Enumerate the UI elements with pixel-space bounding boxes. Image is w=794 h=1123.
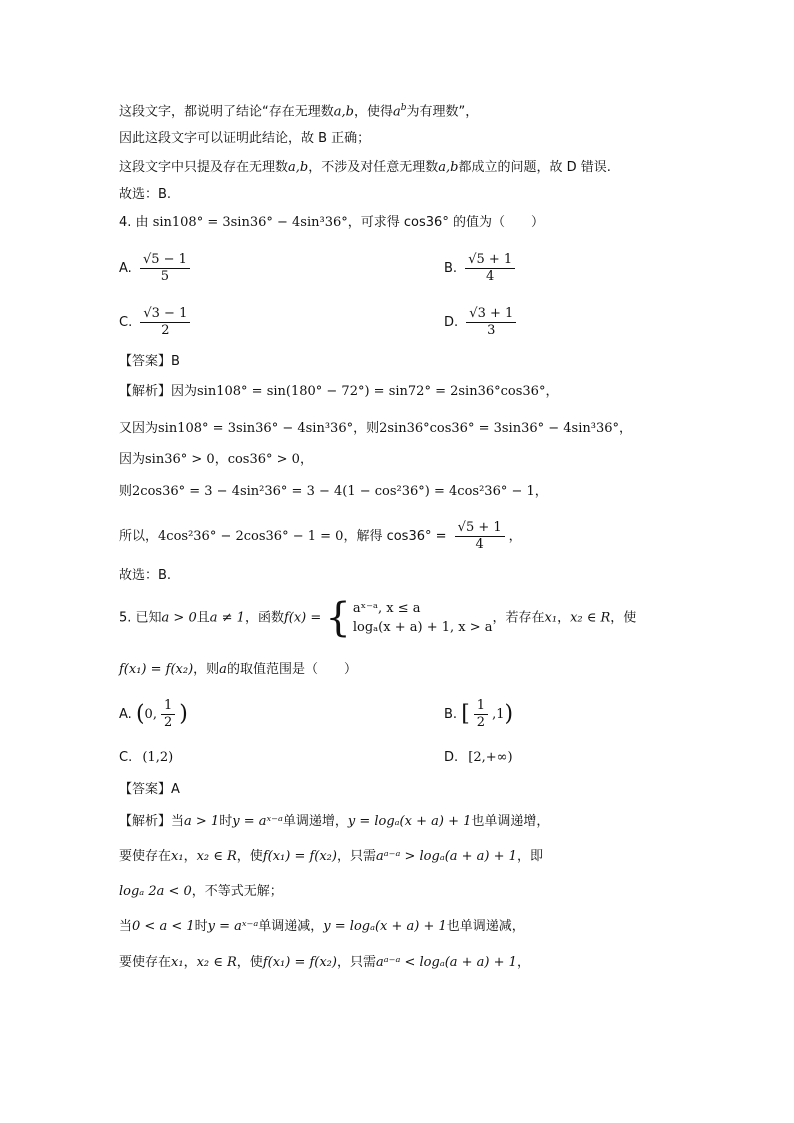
text: 因为 xyxy=(119,452,146,467)
math: f(x₁) = f(x₂) xyxy=(262,955,337,970)
text: ，若存在 xyxy=(492,610,545,626)
math: 1 xyxy=(496,707,505,722)
math: logₐ 2a < 0 xyxy=(119,884,192,899)
analysis-4-line-1 xyxy=(119,382,558,402)
text: 则 xyxy=(119,484,133,499)
math: a > 1 xyxy=(184,814,220,829)
math: 0 < a < 1 xyxy=(132,919,195,934)
text: ，函数 xyxy=(244,610,284,626)
fraction-denominator: 2 xyxy=(163,715,173,730)
math: x₁ xyxy=(171,955,184,970)
fraction-numerator: 1 xyxy=(161,698,175,715)
option-label: B. xyxy=(444,707,458,722)
text: ， xyxy=(534,484,548,499)
text: ，不等式无解； xyxy=(191,884,283,899)
question-text: ，可求得 cos36° 的值为（ ） xyxy=(347,215,544,230)
analysis-4-line-2 xyxy=(119,419,632,439)
question-4 xyxy=(119,213,544,233)
math: y = aˣ⁻ᵃ xyxy=(207,919,259,934)
analysis-5-line-3 xyxy=(119,882,283,902)
text: 的取值范围是（ ） xyxy=(226,662,357,677)
math: cos36° > 0 xyxy=(227,452,300,467)
analysis-5-line-5 xyxy=(119,953,530,973)
math: x₁ xyxy=(171,849,184,864)
option-a xyxy=(119,252,194,285)
text: ，解得 cos36° = xyxy=(343,529,447,544)
text: ， xyxy=(619,421,633,436)
option-label: D. xyxy=(444,750,459,765)
paren: ( xyxy=(135,701,145,727)
text: 这段文字中只提及存在无理数 xyxy=(119,160,289,175)
math: a xyxy=(219,662,227,677)
text: 单调递减， xyxy=(258,919,324,934)
math: aᵃ⁻ᵃ < logₐ(a + a) + 1 xyxy=(375,955,517,970)
answer-text: 【答案】A xyxy=(119,782,180,797)
math: f(x) = xyxy=(283,610,322,626)
text: 当 xyxy=(119,919,133,934)
math: sin108° = sin(180° − 72°) = sin72° = 2sin36°cos36° xyxy=(197,384,546,399)
text: 时 xyxy=(194,919,208,934)
text: ， xyxy=(183,955,197,970)
option-label: A. xyxy=(119,261,132,276)
math-base: a xyxy=(392,104,401,120)
answer-text: 【答案】B xyxy=(119,354,180,369)
math: 0 xyxy=(144,707,153,722)
math: sin36° > 0 xyxy=(145,452,215,467)
question-5-line-2 xyxy=(119,660,357,680)
math: f(x₁) = f(x₂) xyxy=(119,662,194,677)
option-label: B. xyxy=(444,261,458,276)
analysis-5-line-4 xyxy=(119,917,525,937)
option-a: A. (0, $\frac{1}{2}$ ) xyxy=(119,698,188,730)
fraction-numerator: √5 + 1 xyxy=(465,252,515,269)
text: 也单调递减， xyxy=(446,919,525,934)
fraction-denominator: 5 xyxy=(160,269,170,284)
option-label: C. xyxy=(119,750,133,765)
text: 单调递增， xyxy=(282,814,348,829)
fraction-denominator: 2 xyxy=(161,323,170,338)
text: ，只需 xyxy=(336,849,376,864)
bracket: [ xyxy=(461,701,470,727)
fraction-denominator: 3 xyxy=(487,323,496,338)
text: 因此这段文字可以证明此结论，故 B 正确； xyxy=(119,131,371,146)
option-b: B. [ $\frac{1}{2}$ ,1) xyxy=(444,698,514,730)
question-number: 4. 由 xyxy=(119,215,149,230)
answer-4 xyxy=(119,352,180,372)
option-label: C. xyxy=(119,315,133,330)
text: 也单调递增， xyxy=(471,814,550,829)
math-vars: a,b xyxy=(288,160,309,175)
paren: ) xyxy=(179,701,188,727)
text: 且 xyxy=(196,610,210,626)
math: x₂ ∈ R xyxy=(570,610,611,626)
math: y = logₐ(x + a) + 1 xyxy=(347,814,472,829)
text: 又因为 xyxy=(119,421,159,436)
text: 这段文字，都说明了结论“存在无理数 xyxy=(119,104,334,120)
text: ，使 xyxy=(236,955,263,970)
fraction-numerator: √3 + 1 xyxy=(466,306,516,323)
math-exp: b xyxy=(400,103,407,113)
text: 【解析】因为 xyxy=(119,384,198,399)
text: 要使存在 xyxy=(119,955,172,970)
option-b xyxy=(444,252,519,285)
option-c xyxy=(119,748,173,768)
text: ， xyxy=(508,529,522,544)
text: 【解析】当 xyxy=(119,814,185,829)
text: 为有理数”， xyxy=(406,104,479,120)
text: ，即 xyxy=(516,849,543,864)
text: 所以， xyxy=(119,529,159,544)
analysis-5-line-2 xyxy=(119,847,543,867)
text: 故选：B. xyxy=(119,187,172,202)
text: ，则 xyxy=(353,421,380,436)
math-eq: sin108° = 3sin36° − 4sin³36° xyxy=(152,215,348,230)
math: x₁ xyxy=(544,610,558,626)
text: ， xyxy=(557,610,571,626)
text: 都成立的问题，故 D 错误. xyxy=(458,160,611,175)
math: 4cos²36° − 2cos36° − 1 = 0 xyxy=(158,529,344,544)
case-row-2: logₐ(x + a) + 1, x > a xyxy=(352,620,493,635)
math: y = logₐ(x + a) + 1 xyxy=(323,919,447,934)
text: 时 xyxy=(219,814,233,829)
option-d xyxy=(444,306,520,339)
text: ，使 xyxy=(610,610,637,626)
math: y = aˣ⁻ᵃ xyxy=(232,814,283,829)
text: ， xyxy=(516,955,530,970)
option-d xyxy=(444,748,513,768)
math: a > 0 xyxy=(161,610,197,626)
analysis-4-line-3 xyxy=(119,450,313,470)
piecewise-function xyxy=(325,595,493,641)
option-label: D. xyxy=(444,315,459,330)
text-line-1 xyxy=(119,98,478,122)
fraction-numerator: 1 xyxy=(474,698,488,715)
math-vars: a,b xyxy=(438,160,459,175)
question-5-line-1 xyxy=(119,595,637,641)
question-number: 5. 已知 xyxy=(119,610,162,626)
text-line-3 xyxy=(119,158,611,178)
math: f(x₁) = f(x₂) xyxy=(262,849,337,864)
text: 要使存在 xyxy=(119,849,172,864)
math: a ≠ 1 xyxy=(209,610,245,626)
answer-5 xyxy=(119,780,180,800)
fraction-denominator: 2 xyxy=(476,715,486,730)
analysis-4-line-5 xyxy=(119,520,522,553)
brace-icon: { xyxy=(325,595,351,641)
text: ，则 xyxy=(193,662,220,677)
text: ， xyxy=(299,452,313,467)
text: ， xyxy=(545,384,559,399)
analysis-4-line-6 xyxy=(119,566,171,586)
text-line-4 xyxy=(119,185,171,205)
text-line-2 xyxy=(119,129,370,149)
analysis-4-line-4 xyxy=(119,482,548,502)
option-label: A. xyxy=(119,707,132,722)
math: 2sin36°cos36° = 3sin36° − 4sin³36° xyxy=(379,421,619,436)
case-row-1: aˣ⁻ᵃ, x ≤ a xyxy=(352,601,421,616)
fraction-numerator: √5 + 1 xyxy=(455,520,505,537)
fraction-denominator: 4 xyxy=(475,537,484,552)
fraction-numerator: √3 − 1 xyxy=(140,306,190,323)
math: (1,2) xyxy=(142,750,174,765)
text: 故选：B. xyxy=(119,568,172,583)
paren: ) xyxy=(504,701,514,727)
math-vars: a,b xyxy=(333,104,354,120)
text: ，不涉及对任意无理数 xyxy=(308,160,439,175)
analysis-5-line-1 xyxy=(119,812,549,832)
math: [2,+∞) xyxy=(468,750,513,765)
text: ，使 xyxy=(236,849,263,864)
math: sin108° = 3sin36° − 4sin³36° xyxy=(158,421,354,436)
text: ，使得 xyxy=(353,104,393,120)
fraction-denominator: 4 xyxy=(486,269,495,284)
fraction-numerator: √5 − 1 xyxy=(140,252,190,269)
option-c xyxy=(119,306,194,339)
text: ， xyxy=(183,849,197,864)
text: ， xyxy=(214,452,228,467)
math: x₂ ∈ R xyxy=(196,849,237,864)
text: ，只需 xyxy=(336,955,376,970)
math: aᵃ⁻ᵃ > logₐ(a + a) + 1 xyxy=(375,849,517,864)
math: x₂ ∈ R xyxy=(196,955,237,970)
math: 2cos36° = 3 − 4sin²36° = 3 − 4(1 − cos²36°) = 4cos²36° − 1 xyxy=(132,484,535,499)
